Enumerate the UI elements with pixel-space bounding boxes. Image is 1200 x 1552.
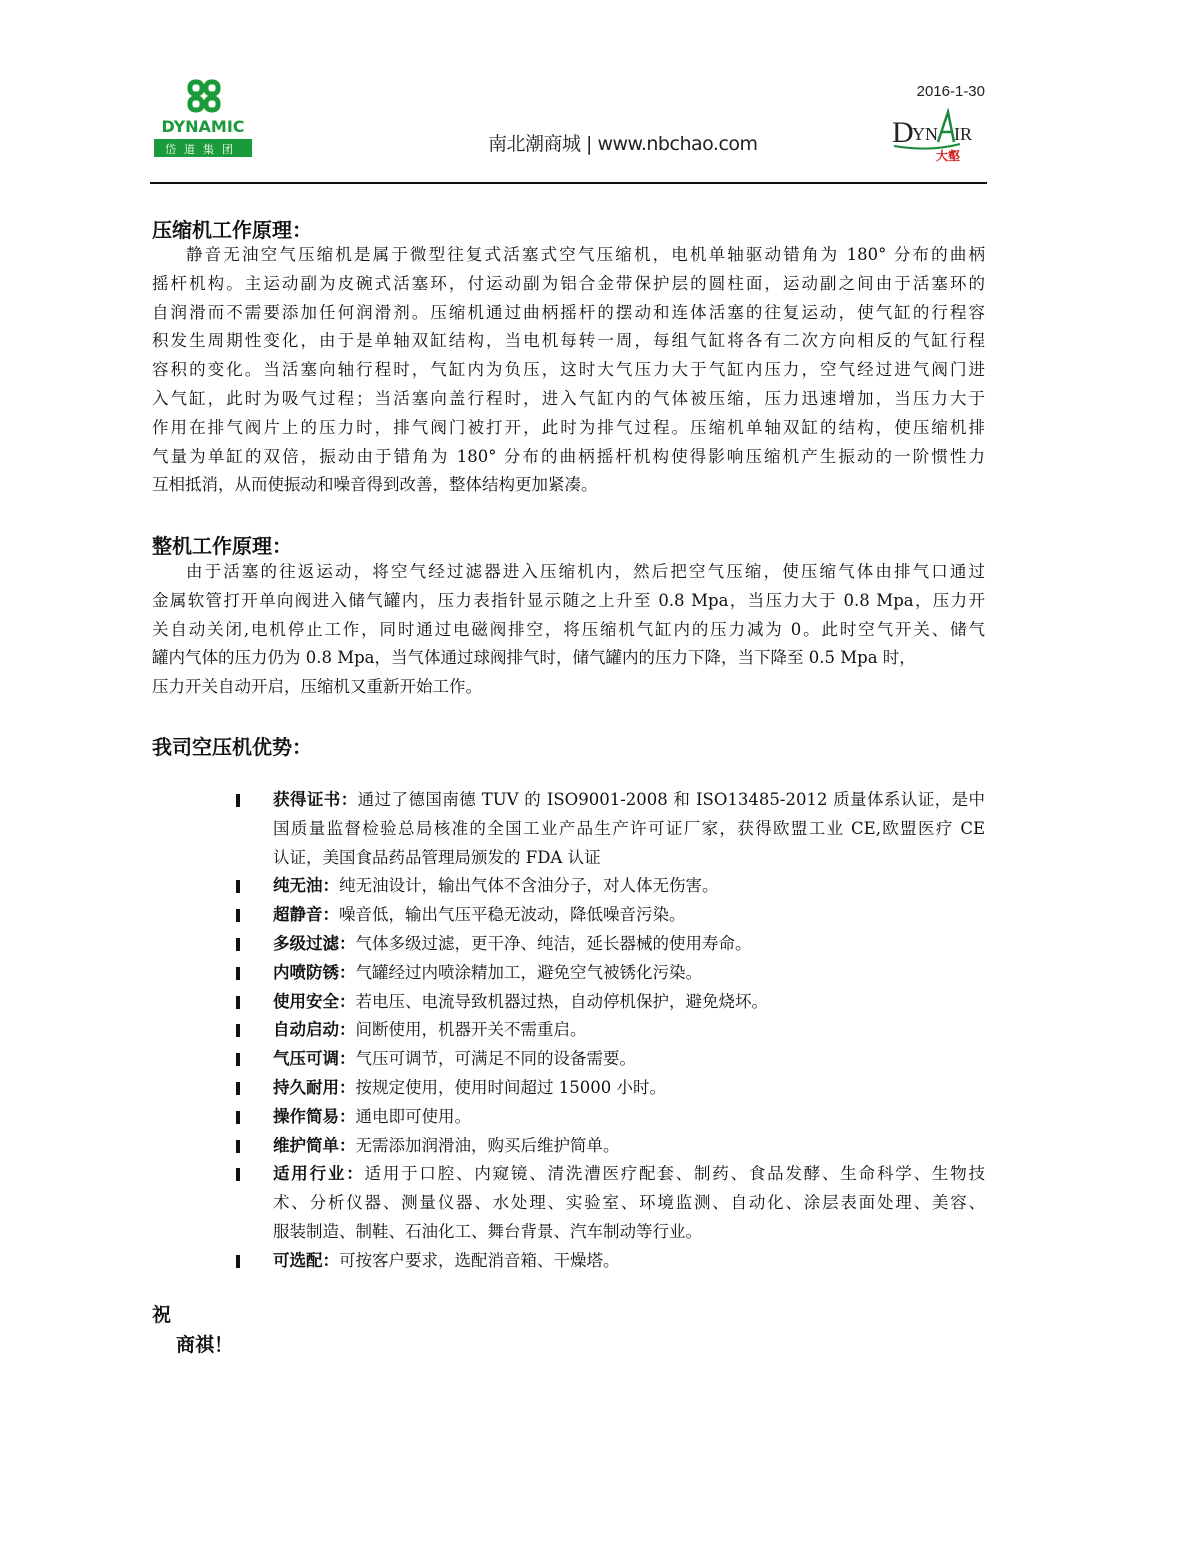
- svg-text:IR: IR: [954, 124, 972, 144]
- closing-greeting: 祝: [152, 1304, 172, 1326]
- text-line: 容积的变化。当活塞向轴行程时，气缸内为负压，这时大气压力大于气缸内压力，空气经过进气阀门进: [152, 360, 985, 380]
- item-label: 获得证书：: [273, 790, 358, 809]
- list-item: [232, 786, 985, 872]
- item-text: 气体多级过滤，更干净、纯洁，延长器械的使用寿命。: [355, 933, 752, 953]
- text-line: 入气缸，此时为吸气过程；当活塞向盖行程时，进入气缸内的气体被压缩，压力迅速增加，当压力大于: [152, 388, 985, 408]
- item-text: 认证，美国食品药品管理局颁发的 FDA 认证: [273, 847, 601, 867]
- item-text: 术、分析仪器、测量仪器、水处理、实验室、环境监测、自动化、涂层表面处理、美容、: [273, 1193, 985, 1213]
- dynamic-logo: [152, 76, 254, 160]
- section-title-machine-principle: 整机工作原理：: [152, 534, 292, 558]
- bullet-icon: [236, 996, 240, 1009]
- bullet-icon: [236, 1082, 240, 1095]
- text-line: 关自动关闭,电机停止工作，同时通过电磁阀排空，将压缩机气缸内的压力减为 0。此时空气开关、储气: [152, 619, 985, 639]
- list-item: [232, 930, 985, 959]
- list-item: [232, 959, 985, 988]
- svg-text:大壑: 大壑: [936, 149, 961, 163]
- advantages-list: [232, 786, 985, 1276]
- item-text: 噪音低，输出气压平稳无波动，降低噪音污染。: [339, 905, 686, 925]
- text-line: 气量为单缸的双倍，振动由于错角为 180° 分布的曲柄摇杆机构使得影响压缩机产生振动的一阶惯性力: [152, 446, 985, 466]
- text-line: 金属软管打开单向阀进入储气罐内，压力表指针显示随之上升至 0.8 Mpa，当压力大于 0.8 Mpa，压力开: [152, 590, 985, 610]
- item-label: 气压可调：: [273, 1049, 356, 1069]
- item-text: 可按客户要求，选配消音箱、干燥塔。: [339, 1250, 620, 1270]
- item-text: 通电即可使用。: [355, 1106, 471, 1126]
- bullet-icon: [236, 967, 240, 980]
- item-text: 通过了德国南德 TUV 的 ISO9001-2008 和 ISO13485-2012 质量体系认证，是中: [357, 790, 985, 809]
- text-line: 静音无油空气压缩机是属于微型往复式活塞式空气压缩机，电机单轴驱动错角为 180° 分布的曲柄: [186, 245, 985, 264]
- item-label: 自动启动：: [273, 1020, 356, 1040]
- item-text: 气罐经过内喷涂精加工，避免空气被锈化污染。: [355, 962, 702, 982]
- list-item: [232, 988, 985, 1017]
- bullet-icon: [236, 909, 240, 922]
- item-label: 超静音：: [273, 905, 339, 925]
- item-label: 操作简易：: [273, 1106, 356, 1126]
- bullet-icon: [236, 1053, 240, 1066]
- item-text: 按规定使用，使用时间超过 15000 小时。: [355, 1077, 666, 1097]
- item-label: 多级过滤：: [273, 933, 356, 953]
- item-text: 国质量监督检验总局核准的全国工业产品生产许可证厂家，获得欧盟工业 CE,欧盟医疗 CE: [273, 818, 985, 838]
- bullet-icon: [236, 794, 240, 807]
- list-item: [232, 1016, 985, 1045]
- text-line: 作用在排气阀片上的压力时，排气阀门被打开，此时为排气过程。压缩机单轴双缸的结构，使压缩机排: [152, 417, 985, 437]
- list-item: [232, 1247, 985, 1276]
- text-line: 自润滑而不需要添加任何润滑剂。压缩机通过曲柄摇杆的摆动和连体活塞的往复运动，使气缸的行程容: [152, 302, 985, 322]
- svg-text:YN: YN: [912, 124, 938, 144]
- bullet-icon: [236, 938, 240, 951]
- site-header: 南北潮商城 | www.nbchao.com: [488, 133, 758, 155]
- document-date: 2016-1-30: [916, 83, 985, 100]
- bullet-icon: [236, 880, 240, 893]
- bullet-icon: [236, 1140, 240, 1153]
- text-line: 互相抵消，从而使振动和噪音得到改善，整体结构更加紧凑。: [152, 475, 598, 495]
- svg-text:DYNAMIC: DYNAMIC: [161, 117, 245, 136]
- item-label: 内喷防锈：: [273, 962, 356, 982]
- closing-wish: 商祺！: [176, 1334, 234, 1356]
- bullet-icon: [236, 1111, 240, 1124]
- item-text: 气压可调节，可满足不同的设备需要。: [355, 1049, 636, 1069]
- bullet-icon: [236, 1255, 240, 1268]
- svg-text:岱道集团: 岱道集团: [165, 143, 241, 156]
- item-text: 无需添加润滑油，购买后维护简单。: [355, 1135, 620, 1155]
- list-item: [232, 1132, 985, 1161]
- list-item: [232, 1160, 985, 1246]
- text-line: 压力开关自动开启，压缩机又重新开始工作。: [152, 677, 482, 697]
- list-item: [232, 1074, 985, 1103]
- svg-text:D: D: [892, 116, 914, 149]
- item-text: 若电压、电流导致机器过热，自动停机保护，避免烧坏。: [355, 991, 768, 1011]
- item-label: 使用安全：: [273, 991, 356, 1011]
- list-item: [232, 1103, 985, 1132]
- header-divider: [150, 182, 987, 184]
- section-title-compressor-principle: 压缩机工作原理：: [152, 218, 312, 242]
- list-item: [232, 901, 985, 930]
- item-label: 维护简单：: [273, 1135, 356, 1155]
- list-item: [232, 1045, 985, 1074]
- compressor-principle-paragraph: [152, 241, 985, 500]
- item-label: 适用行业：: [273, 1164, 365, 1184]
- item-label: 纯无油：: [273, 876, 339, 896]
- item-label: 持久耐用：: [273, 1077, 356, 1097]
- bullet-icon: [236, 1168, 240, 1181]
- text-line: 罐内气体的压力仍为 0.8 Mpa，当气体通过球阀排气时，储气罐内的压力下降，当下降至 0.5 Mpa 时，: [152, 648, 916, 668]
- list-item: [232, 872, 985, 901]
- text-line: 积发生周期性变化，由于是单轴双缸结构，当电机每转一周，每组气缸将各有二次方向相反的气缸行程: [152, 331, 985, 351]
- text-line: 由于活塞的往返运动，将空气经过滤器进入压缩机内，然后把空气压缩，使压缩气体由排气口通过: [186, 562, 985, 581]
- item-text: 间断使用，机器开关不需重启。: [355, 1020, 587, 1040]
- item-text: 服装制造、制鞋、石油化工、舞台背景、汽车制动等行业。: [273, 1221, 702, 1241]
- text-line: 摇杆机构。主运动副为皮碗式活塞环，付运动副为铝合金带保护层的圆柱面，运动副之间由于活塞环的: [152, 273, 985, 293]
- item-text: 适用于口腔、内窥镜、清洗漕医疗配套、制药、食品发酵、生命科学、生物技: [364, 1164, 986, 1184]
- item-text: 纯无油设计，输出气体不含油分子，对人体无伤害。: [339, 876, 719, 896]
- section-title-advantages: 我司空压机优势：: [152, 735, 312, 759]
- dynair-logo: [890, 106, 982, 164]
- item-label: 可选配：: [273, 1250, 339, 1270]
- bullet-icon: [236, 1024, 240, 1037]
- machine-principle-paragraph: [152, 558, 985, 702]
